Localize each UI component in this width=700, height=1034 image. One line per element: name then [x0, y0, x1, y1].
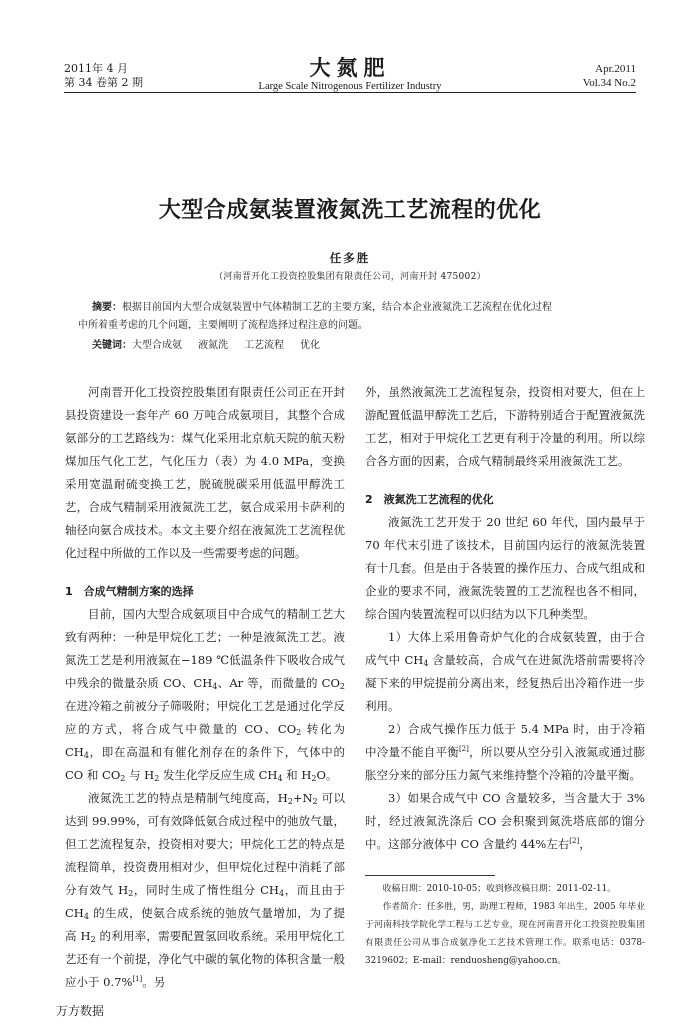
citation-ref: [2] [569, 837, 580, 845]
abstract [78, 299, 634, 335]
header-issue-en [583, 62, 636, 90]
citation-ref: [1] [132, 975, 143, 983]
section-1-paragraph-1: 目前，国内大型合成氨项目中合成气的精制工艺大致有两种：一种是甲烷化工艺；一种是液氮洗工艺。液氮洗工艺是利用液氮在−189 ℃低温条件下吸收合成气中残余的微量杂质 CO、$CH_4$、Ar 等，而微量的 $CO_2$ 在进冷箱之前被分子筛吸附；甲烷化工艺是通过化学反应的方式，将合成气中微量的 CO、$CO_2$ 转化为 $CH_4$，即在高温和有催化剂存在的条件下，气体中的 CO 和 $CO_2$ 与 $H_2$ 发生化学反应生成 $CH_4$ 和 $H_2O$。 [65, 607, 346, 783]
keywords [92, 339, 336, 353]
paper-title: 大型合成氨装置液氮洗工艺流程的优化 [158, 198, 542, 223]
keyword: 液氮洗 [198, 340, 228, 351]
right-column [365, 381, 645, 856]
journal-logo: 大氮肥 [309, 55, 391, 80]
header-volume-cn: 第 34 卷第 2 期 [64, 76, 143, 89]
header-date-cn: 2011年 4 月 [64, 62, 128, 75]
keyword: 工艺流程 [244, 340, 284, 351]
footnote-author-bio: 作者简介：任多胜，男，助理工程师，1983 年出生，2005 年毕业于河南科技学院化学工程与工艺专业，现在河南晋开化工投资控股集团有限责任公司从事合成氨净化工艺技术管理工作。联系电话：0378-3219602；E-mail：renduosheng@yahoo.cn。 [365, 902, 645, 966]
header-rule [64, 92, 636, 93]
abstract-line-1: 根据目前国内大型合成氨装置中气体精制工艺的主要方案，结合本企业液氮洗工艺流程在优化过程 [122, 302, 552, 313]
intro-paragraph: 河南晋开化工投资控股集团有限责任公司正在开封县投资建设一套年产 60 万吨合成氨项目，其整个合成氨部分的工艺路线为：煤气化采用北京航天院的航天粉煤加压气化工艺，气化压力（表）为 4.0 MPa，变换采用宽温耐硫变换工艺，脱硫脱碳采用低温甲醇洗工艺，合成气精制采用液氮洗工艺，氨合成采用卡萨利的轴径向氨合成技术。本文主要介绍在液氮洗工艺流程优化过程中所做的工作以及一些需要考虑的问题。 [65, 385, 345, 560]
author-name: 任多胜 [329, 251, 371, 265]
section-2-item-2: 2）合成气操作压力低于 5.4 MPa 时，由于冷箱中冷量不能自平衡[2]，所以要从空分引入液氮或通过膨胀空分来的部分压力氮气来维持整个冷箱的冷量平衡。 [365, 722, 646, 782]
left-column [65, 381, 345, 994]
section-1-heading: 1 合成气精制方案的选择 [65, 585, 194, 598]
footnote-rule [365, 875, 495, 876]
header-volume-en: Vol.34 No.2 [582, 77, 636, 89]
keyword: 优化 [300, 340, 320, 351]
header-date-en: Apr.2011 [595, 63, 636, 75]
section-2-item-1: 1）大体上采用鲁奇炉气化的合成氨装置，由于合成气中 $CH_4$ 含量较高，合成气在进氮洗塔前需要将冷凝下来的甲烷提前分离出来，经复热后出冷箱作进一步利用。 [365, 630, 646, 713]
abstract-label: 摘要： [92, 302, 122, 313]
continued-paragraph: 外，虽然液氮洗工艺流程复杂，投资相对要大，但在上游配置低温甲醇洗工艺后，下游特别适合于配置液氮洗工艺，相对于甲烷化工艺更有利于冷量的利用。所以综合各方面的因素，合成气精制最终采用液氮洗工艺。 [365, 385, 645, 468]
section-1-paragraph-2: 液氮洗工艺的特点是精制气纯度高，$H_2+N_2$ 可以达到 99.99%，可有效降低氨合成过程中的弛放气量，但工艺流程复杂，投资相对要大；甲烷化工艺的特点是流程简单，投资费用相对少，但甲烷化过程中消耗了部分有效气 $H_2$，同时生成了惰性组分 $CH_4$，而且由于 $CH_4$ 的生成，使氨合成系统的弛放气量增加，为了提高 $H_2$ 的利用率，需要配置氢回收系统。采用甲烷化工艺还有一个前提，净化气中碳的氧化物的体积含量一般应小于 0.7%[1]。另 [65, 791, 346, 989]
footnote [365, 880, 645, 970]
author-affiliation: （河南晋开化工投资控股集团有限责任公司，河南开封 475002） [214, 272, 486, 282]
citation-ref: [2] [458, 745, 469, 753]
keyword: 大型合成氨 [132, 340, 182, 351]
section-2-paragraph-1: 液氮洗工艺开发于 20 世纪 60 年代，国内最早于 70 年代末引进了该技术，目前国内运行的液氮洗装置有十几套。但是由于各装置的操作压力、合成气组成和企业的要求不同，液氮洗装置的工艺流程也各不相同，综合国内装置流程可以归结为以下几种类型。 [365, 515, 645, 621]
section-2-heading: 2 液氮洗工艺流程的优化 [365, 493, 494, 506]
watermark: 万方数据 [56, 1004, 105, 1018]
journal-name-en: Large Scale Nitrogenous Fertilizer Industry [258, 81, 442, 92]
abstract-line-2: 中所着重考虑的几个问题，主要阐明了流程选择过程注意的问题。 [78, 320, 368, 331]
section-2-item-3: 3）如果合成气中 CO 含量较多，当含量大于 3%时，经过液氮洗涤后 CO 会积聚到氮洗塔底部的馏分中。这部分液体中 CO 含量约 44%左右[2]， [365, 791, 645, 851]
keywords-label: 关键词： [92, 340, 132, 351]
footnote-dates: 收稿日期：2010-10-05；收到修改稿日期：2011-02-11。 [382, 884, 616, 894]
